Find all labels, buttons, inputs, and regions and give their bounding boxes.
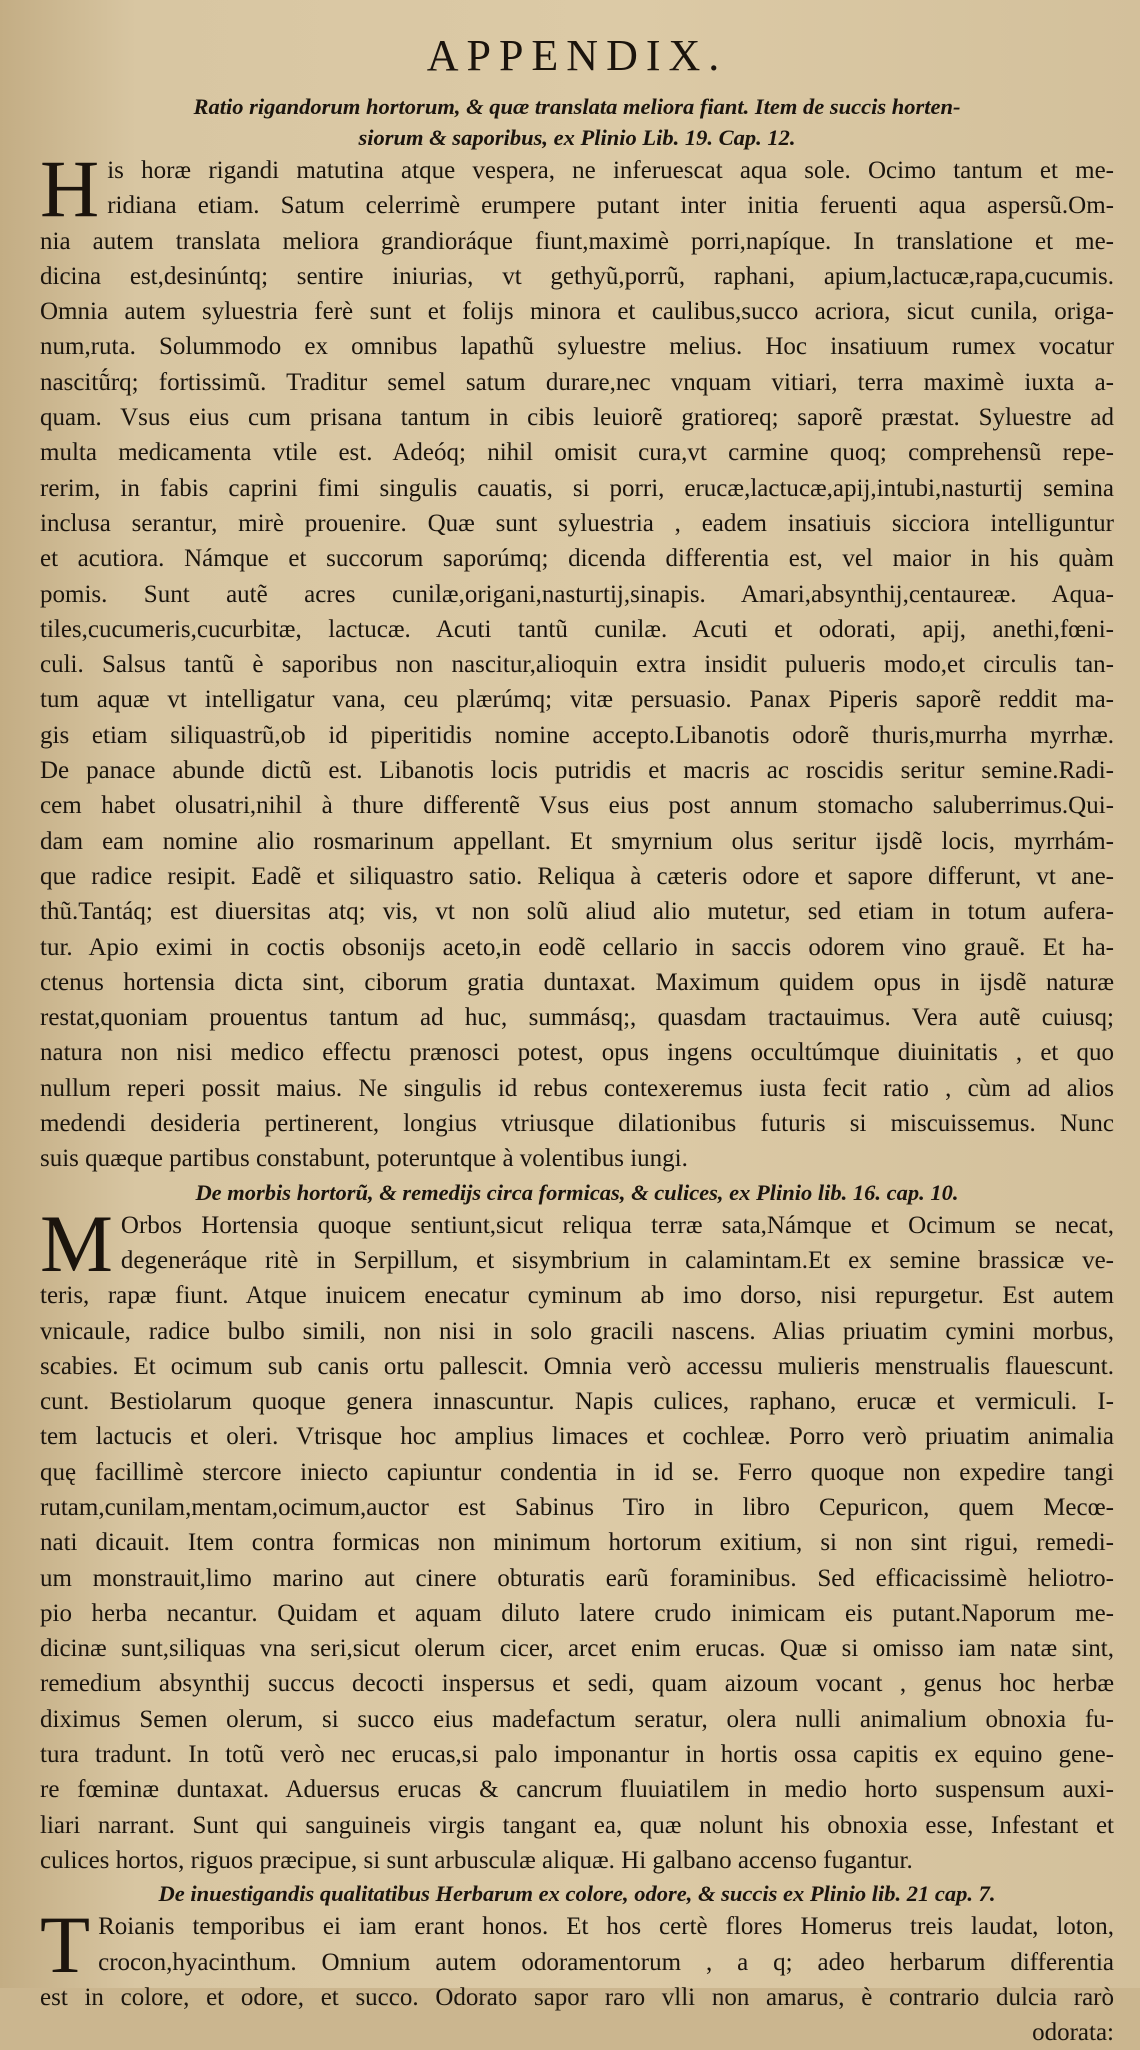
text-line: tem lactucis et oleri. Vtrisque hoc amplius limaces et cochleæ. Porro verò priuatim animalia bbox=[40, 1423, 1114, 1451]
text-line: inclusa serantur, mirè prouenire. Quæ sunt syluestria , eadem insatiuis sicciora intelliguntur bbox=[40, 509, 1114, 537]
text-line: culi. Salsus tantũ è saporibus non nascitur,alioquin extra insidit pulueris modo,et circulis tan- bbox=[40, 651, 1114, 679]
text-line: medendi desideria pertinerent, longius vtriusque dilationibus futuris si miscuissemus. Nunc bbox=[40, 1110, 1114, 1138]
heading-line: Ratio rigandorum hortorum, & quæ translata meliora fiant. Item de succis horten- bbox=[193, 94, 961, 119]
section-body bbox=[40, 1197, 1114, 1879]
text-line: vnicaule, radice bulbo simili, non nisi in solo gracili nascens. Alias priuatim cymini morbus, bbox=[40, 1317, 1114, 1345]
text-line: ctenus hortensia dicta sint, ciborum gratia duntaxat. Maximum quidem opus in ijsdẽ naturæ bbox=[40, 968, 1114, 996]
text-line: scabies. Et ocimum sub canis ortu pallescit. Omnia verò accessu mulieris menstrualis flauescunt. bbox=[40, 1352, 1114, 1380]
text-line: thũ.Tantáq; est diuersitas atq; vis, vt non solũ aliud alio mutetur, sed etiam in totum aufera- bbox=[40, 898, 1114, 926]
text-line: cunt. Bestiolarum quoque genera innascuntur. Napis culices, raphano, erucæ et vermiculi. I- bbox=[40, 1388, 1114, 1416]
text-line: culices hortos, riguos præcipue, si sunt arbusculæ aliquæ. Hi galbano accenso fugantur. bbox=[40, 1846, 913, 1874]
text-line: remedium absynthij succus decocti inspersus et sedi, quam aizoum vocant , genus hoc herbæ bbox=[40, 1670, 1114, 1698]
heading-line: De inuestigandis qualitatibus Herbarum ex colore, odore, & succis ex Plinio lib. 21 cap. 7. bbox=[158, 1881, 996, 1907]
text-line: Orbos Hortensia quoque sentiunt,sicut reliqua terræ sata,Námque et Ocimum se necat, bbox=[120, 1211, 1114, 1239]
text-line: dicinæ sunt,siliquas vna seri,sicut olerum cicer, arcet enim erucas. Quæ si omisso iam natæ sint, bbox=[40, 1635, 1114, 1663]
text-line: Omnia autem syluestria ferè sunt et folijs minora et caulibus,succo acriora, sicut cunila, origa- bbox=[40, 298, 1114, 326]
text-line: nascitṹrq; fortissimũ. Traditur semel satum durare,nec vnquam vitiari, terra maximè iuxta a- bbox=[40, 368, 1114, 396]
section-2 bbox=[40, 1177, 1114, 1879]
text-line: tum aquæ vt intelligatur vana, ceu plærúmq; vitæ persuasio. Panax Piperis saporẽ reddit ma- bbox=[40, 686, 1114, 714]
section-heading bbox=[40, 91, 1114, 153]
section-heading bbox=[40, 1878, 1114, 1909]
page-title: APPENDIX. bbox=[426, 31, 728, 80]
heading-line: De morbis hortorũ, & remedijs circa formicas, & culices, ex Plinio lib. 16. cap. 10. bbox=[195, 1179, 959, 1205]
text-line: dam eam nomine alio rosmarinum appellant. Et smyrnium olus seritur ijsdẽ locis, myrrhám- bbox=[40, 827, 1114, 855]
text-line: tura tradunt. In totũ verò nec erucas,si palo imponantur in hortis ossa capitis ex equino gene- bbox=[40, 1741, 1114, 1769]
text-line: est in colore, et odore, et succo. Odorato sapor raro vlli non amarus, è contrario dulcia rarò bbox=[40, 1983, 1114, 2011]
text-line: ridiana etiam. Satum celerrimè erumpere putant inter initia feruenti aqua aspersũ.Om- bbox=[107, 192, 1114, 220]
text-line: De panace abunde dictũ est. Libanotis locis putridis et macris ac roscidis seritur semine.Radi- bbox=[40, 757, 1114, 785]
text-line: quę facillimè stercore iniecto capiuntur condentia in id se. Ferro quoque non expedire tangi bbox=[40, 1458, 1114, 1486]
text-line: teris, rapæ fiunt. Atque inuicem enecatur cyminum ab imo dorso, nisi repurgetur. Est autem bbox=[40, 1282, 1114, 1310]
text-line: dicina est,desinúntq; sentire iniurias, vt gethyũ,porrũ, raphani, apium,lactucæ,rapa,cucumis. bbox=[40, 262, 1114, 290]
section-1 bbox=[40, 91, 1114, 1177]
section-body bbox=[40, 143, 1114, 1177]
catchword: odorata: bbox=[1032, 2019, 1114, 2047]
text-line: liari narrant. Sunt qui sanguineis virgis tangant ea, quæ nolunt his obnoxia esse, Infestant et bbox=[40, 1811, 1114, 1839]
drop-cap: T bbox=[40, 1899, 91, 1991]
text-line: rutam,cunilam,mentam,ocimum,auctor est Sabinus Tiro in libro Cepuricon, quem Mecœ- bbox=[40, 1493, 1114, 1521]
text-line: et acutiora. Námque et succorum saporúmq; dicenda differentia est, vel maior in his quàm bbox=[40, 545, 1114, 573]
text-line: tiles,cucumeris,cucurbitæ, lactucæ. Acuti tantũ cunilæ. Acuti et odorati, apij, anethi,fœni- bbox=[40, 615, 1114, 643]
text-line: nullum reperi possit maius. Ne singulis id rebus contexeremus iusta fecit ratio , cùm ad alios bbox=[40, 1074, 1114, 1102]
section-body bbox=[40, 1899, 1114, 2050]
drop-cap: H bbox=[40, 143, 100, 234]
text-line: num,ruta. Solummodo ex omnibus lapathũ syluestre melius. Hoc insatiuum rumex vocatur bbox=[40, 333, 1114, 361]
text-line: suis quæque partibus constabunt, poteruntque à volentibus iungi. bbox=[40, 1145, 688, 1173]
text-line: pomis. Sunt autẽ acres cunilæ,origani,nasturtij,sinapis. Amari,absynthij,centaureæ. Aqua- bbox=[40, 580, 1114, 608]
text-line: quam. Vsus eius cum prisana tantum in cibis leuiorẽ gratioreq; saporẽ præstat. Syluestre ad bbox=[40, 404, 1114, 432]
text-line: degeneráque ritè in Serpillum, et sisymbrium in calamintam.Et ex semine brassicæ ve- bbox=[120, 1246, 1114, 1274]
text-line: diximus Semen olerum, si succo eius madefactum seratur, olera nulli animalium obnoxia fu- bbox=[40, 1705, 1114, 1733]
text-line: nati dicauit. Item contra formicas non minimum hortorum exitium, si non sint rigui, remedi- bbox=[40, 1529, 1114, 1557]
text-line: rerim, in fabis caprini fimi singulis cauatis, si porri, erucæ,lactucæ,apij,intubi,nasturtij semina bbox=[40, 474, 1114, 502]
text-line: is horæ rigandi matutina atque vespera, ne inferuescat aqua sole. Ocimo tantum et me- bbox=[107, 157, 1114, 184]
text-line: Roianis temporibus ei iam erant honos. Et hos certè flores Homerus treis laudat, loton, bbox=[98, 1913, 1114, 1941]
text-line: crocon,hyacinthum. Omnium autem odoramentorum , a q; adeo herbarum differentia bbox=[98, 1948, 1114, 1976]
text-line: nia autem translata meliora grandioráque fiunt,maximè porri,napíque. In translatione et me- bbox=[40, 227, 1114, 255]
text-line: gis etiam siliquastrũ,ob id piperitidis nomine accepto.Libanotis odorẽ thuris,murrha myrrhæ. bbox=[40, 721, 1114, 749]
section-3 bbox=[40, 1878, 1114, 2050]
text-line: multa medicamenta vtile est. Adeóq; nihil omisit cura,vt carmine quoq; comprehensũ repe- bbox=[40, 439, 1114, 467]
text-line: cem habet olusatri,nihil à thure differentẽ Vsus eius post annum stomacho saluberrimus.Qui- bbox=[40, 792, 1114, 820]
text-line: re fœminæ duntaxat. Aduersus erucas & cancrum fluuiatilem in medio horto suspensum auxi- bbox=[40, 1776, 1114, 1804]
drop-cap: M bbox=[40, 1197, 113, 1289]
text-line: pio herba necantur. Quidam et aquam diluto latere crudo inimicam eis putant.Naporum me- bbox=[40, 1599, 1114, 1627]
text-line: natura non nisi medico effectu prænosci potest, opus ingens occultúmque diuinitatis , et quo bbox=[40, 1039, 1114, 1067]
text-line: restat,quoniam prouentus tantum ad huc, summásq;, quasdam tractauimus. Vera autẽ cuiusq; bbox=[40, 1004, 1114, 1032]
section-heading bbox=[40, 1177, 1114, 1208]
text-line: que radice resipit. Eadẽ et siliquastro satio. Reliqua à cæteris odore et sapore differunt, vt ane- bbox=[40, 862, 1114, 890]
heading-line: siorum & saporibus, ex Plinio Lib. 19. Cap. 12. bbox=[358, 125, 796, 150]
text-line: um monstrauit,limo marino aut cinere obturatis earũ foraminibus. Sed efficacissimè heliotro- bbox=[40, 1564, 1114, 1592]
text-line: tur. Apio eximi in coctis obsonijs aceto,in eodẽ cellario in saccis odorem vino grauẽ. Et ha- bbox=[40, 933, 1114, 961]
